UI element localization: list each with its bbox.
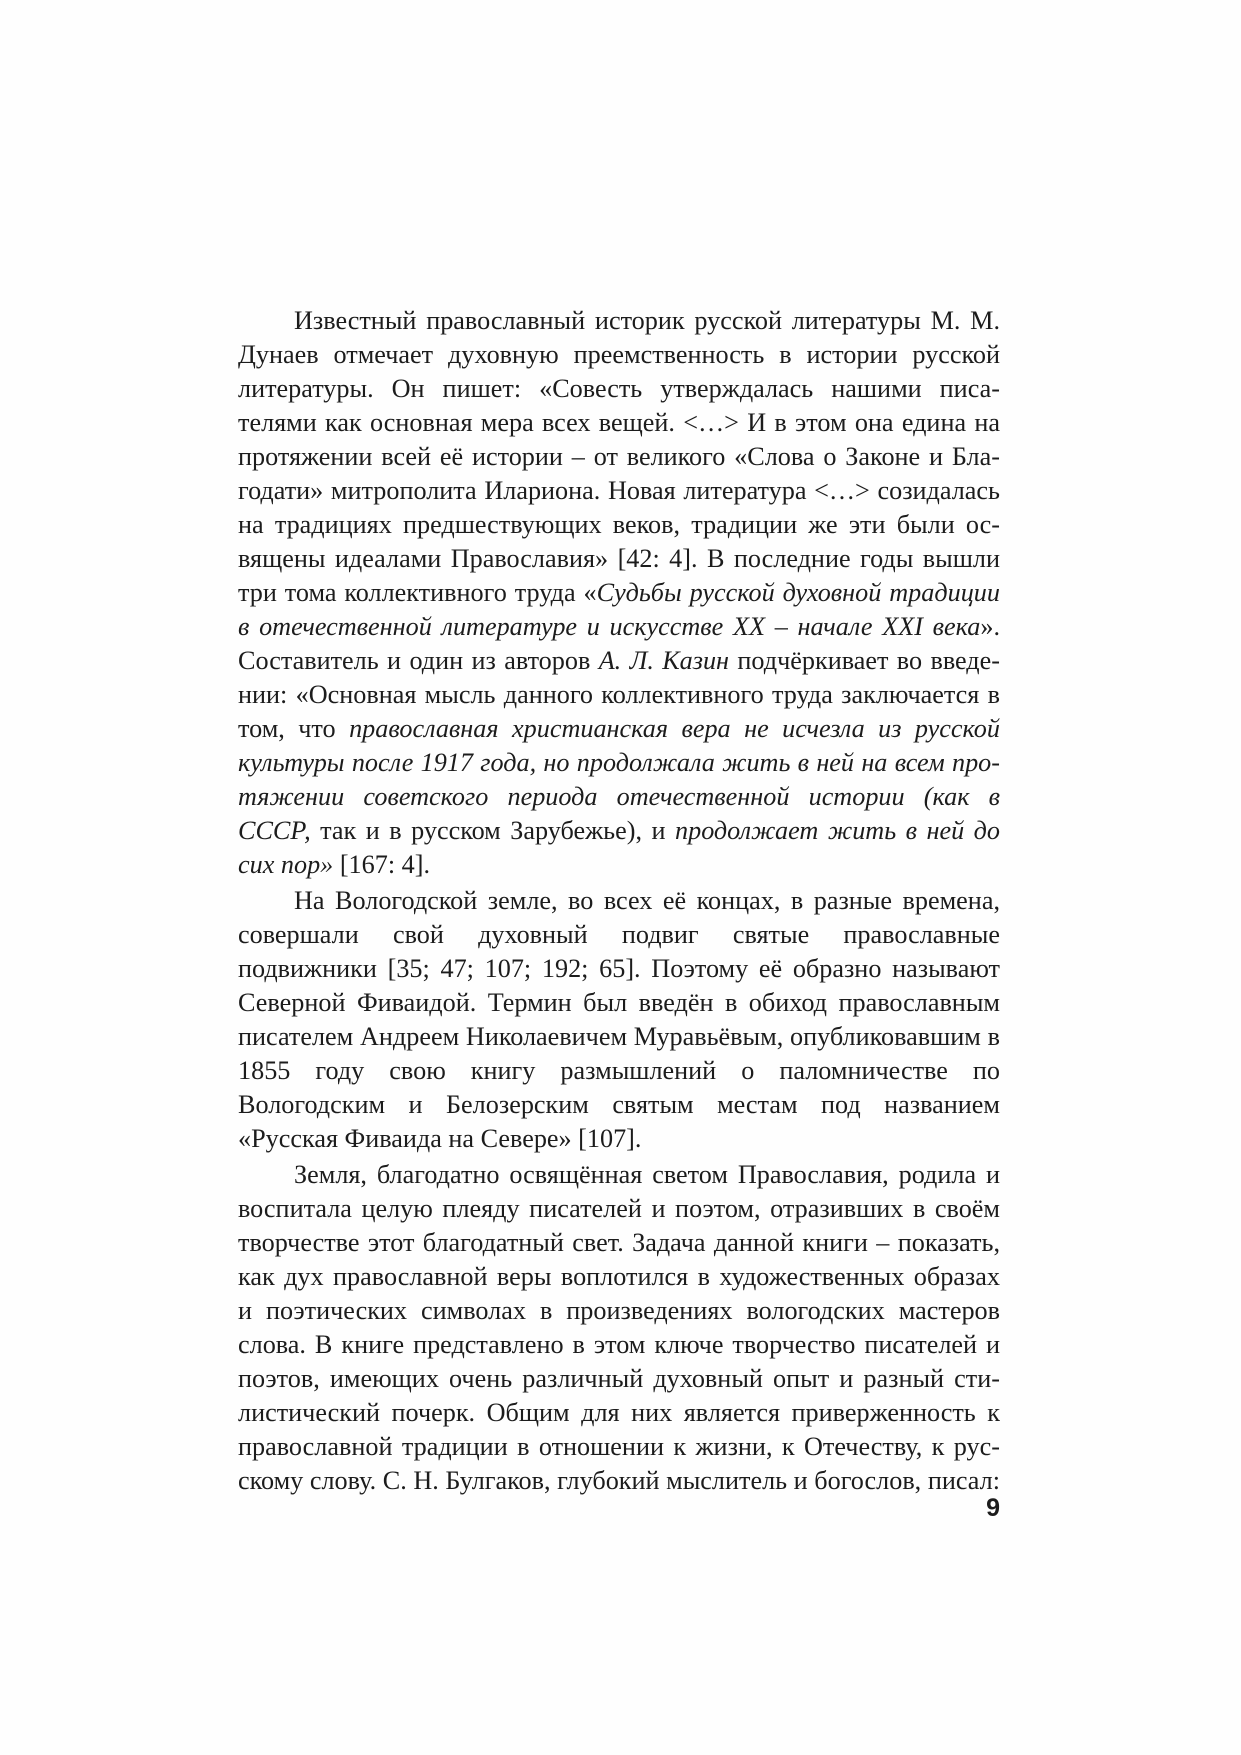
text-segment: подчёркивает во введении: «Основная мысль данного коллективного труда заключается в том, что [238, 646, 1000, 743]
text-segment: Известный православный историк русской литературы М. М. Дунаев отмечает духовную преемственность в истории русской литературы. Он пишет: «Совесть утверждалась нашими писателями как основная мера всех вещей. <…> И в этом она едина на протяжении всей её истории – от великого «Слова о Законе и Благодати» митрополита Илариона. Новая литература <…> созидалась на традициях предшествующих веков, традиции же эти были освящены идеалами Православия» [42: 4]. В последние годы вышли три тома коллективного труда « [238, 306, 1000, 607]
citation: [167: 4]. [333, 850, 430, 879]
italic-book-title: Судьбы русской духовной традиции в отечественной литературе и искусстве XX – начале XXI века [238, 578, 1000, 641]
text-segment: так и в русском Зарубежье), и [310, 816, 675, 845]
paragraph-2 [238, 884, 1000, 1156]
text-segment: На Вологодской земле, во всех её концах, в разные времена, совершали свой духовный подвиг святые православные подвижники [35; 47; 107; 192; 65]. Поэтому её образно называют Северной Фиваидой. Термин был введён в обиход православным писателем Андреем Николаевичем Муравьёвым, опубликовавшим в 1855 году свою книгу размышлений о паломничестве по Вологодским и Белозерским святым местам под названием «Русская Фиваида на Севере» [107]. [238, 886, 1000, 1153]
italic-author-name: А. Л. Казин [598, 646, 730, 675]
italic-quote-end: продолжает жить в ней до сих пор» [238, 816, 1000, 879]
italic-quote: православная христианская вера не исчезла из русской культуры после 1917 года, но продолжала жить в ней на всем протяжении советского периода отечественной истории (как в СССР, [238, 714, 1000, 845]
page-number: 9 [986, 1494, 1000, 1522]
text-segment: Земля, благодатно освящённая светом Православия, родила и воспитала целую плеяду писателей и поэтом, отразивших в своём творчестве этот благодатный свет. Задача данной книги – показать, как дух православной веры воплотился в художественных образах и поэтических символах в произведениях вологодских мастеров слова. В книге представлено в этом ключе творчество писателей и поэтов, имеющих очень различный духовный опыт и разный стилистический почерк. Общим для них является приверженность к православной традиции в отношении к жизни, к Отечеству, к русскому слову. С. Н. Булгаков, глубокий мыслитель и богослов, писал: [238, 1160, 1000, 1495]
body-text [238, 304, 1000, 1498]
paragraph-3 [238, 1158, 1000, 1498]
paragraph-1 [238, 304, 1000, 882]
text-segment: ». Составитель и один из авторов [238, 612, 1000, 675]
